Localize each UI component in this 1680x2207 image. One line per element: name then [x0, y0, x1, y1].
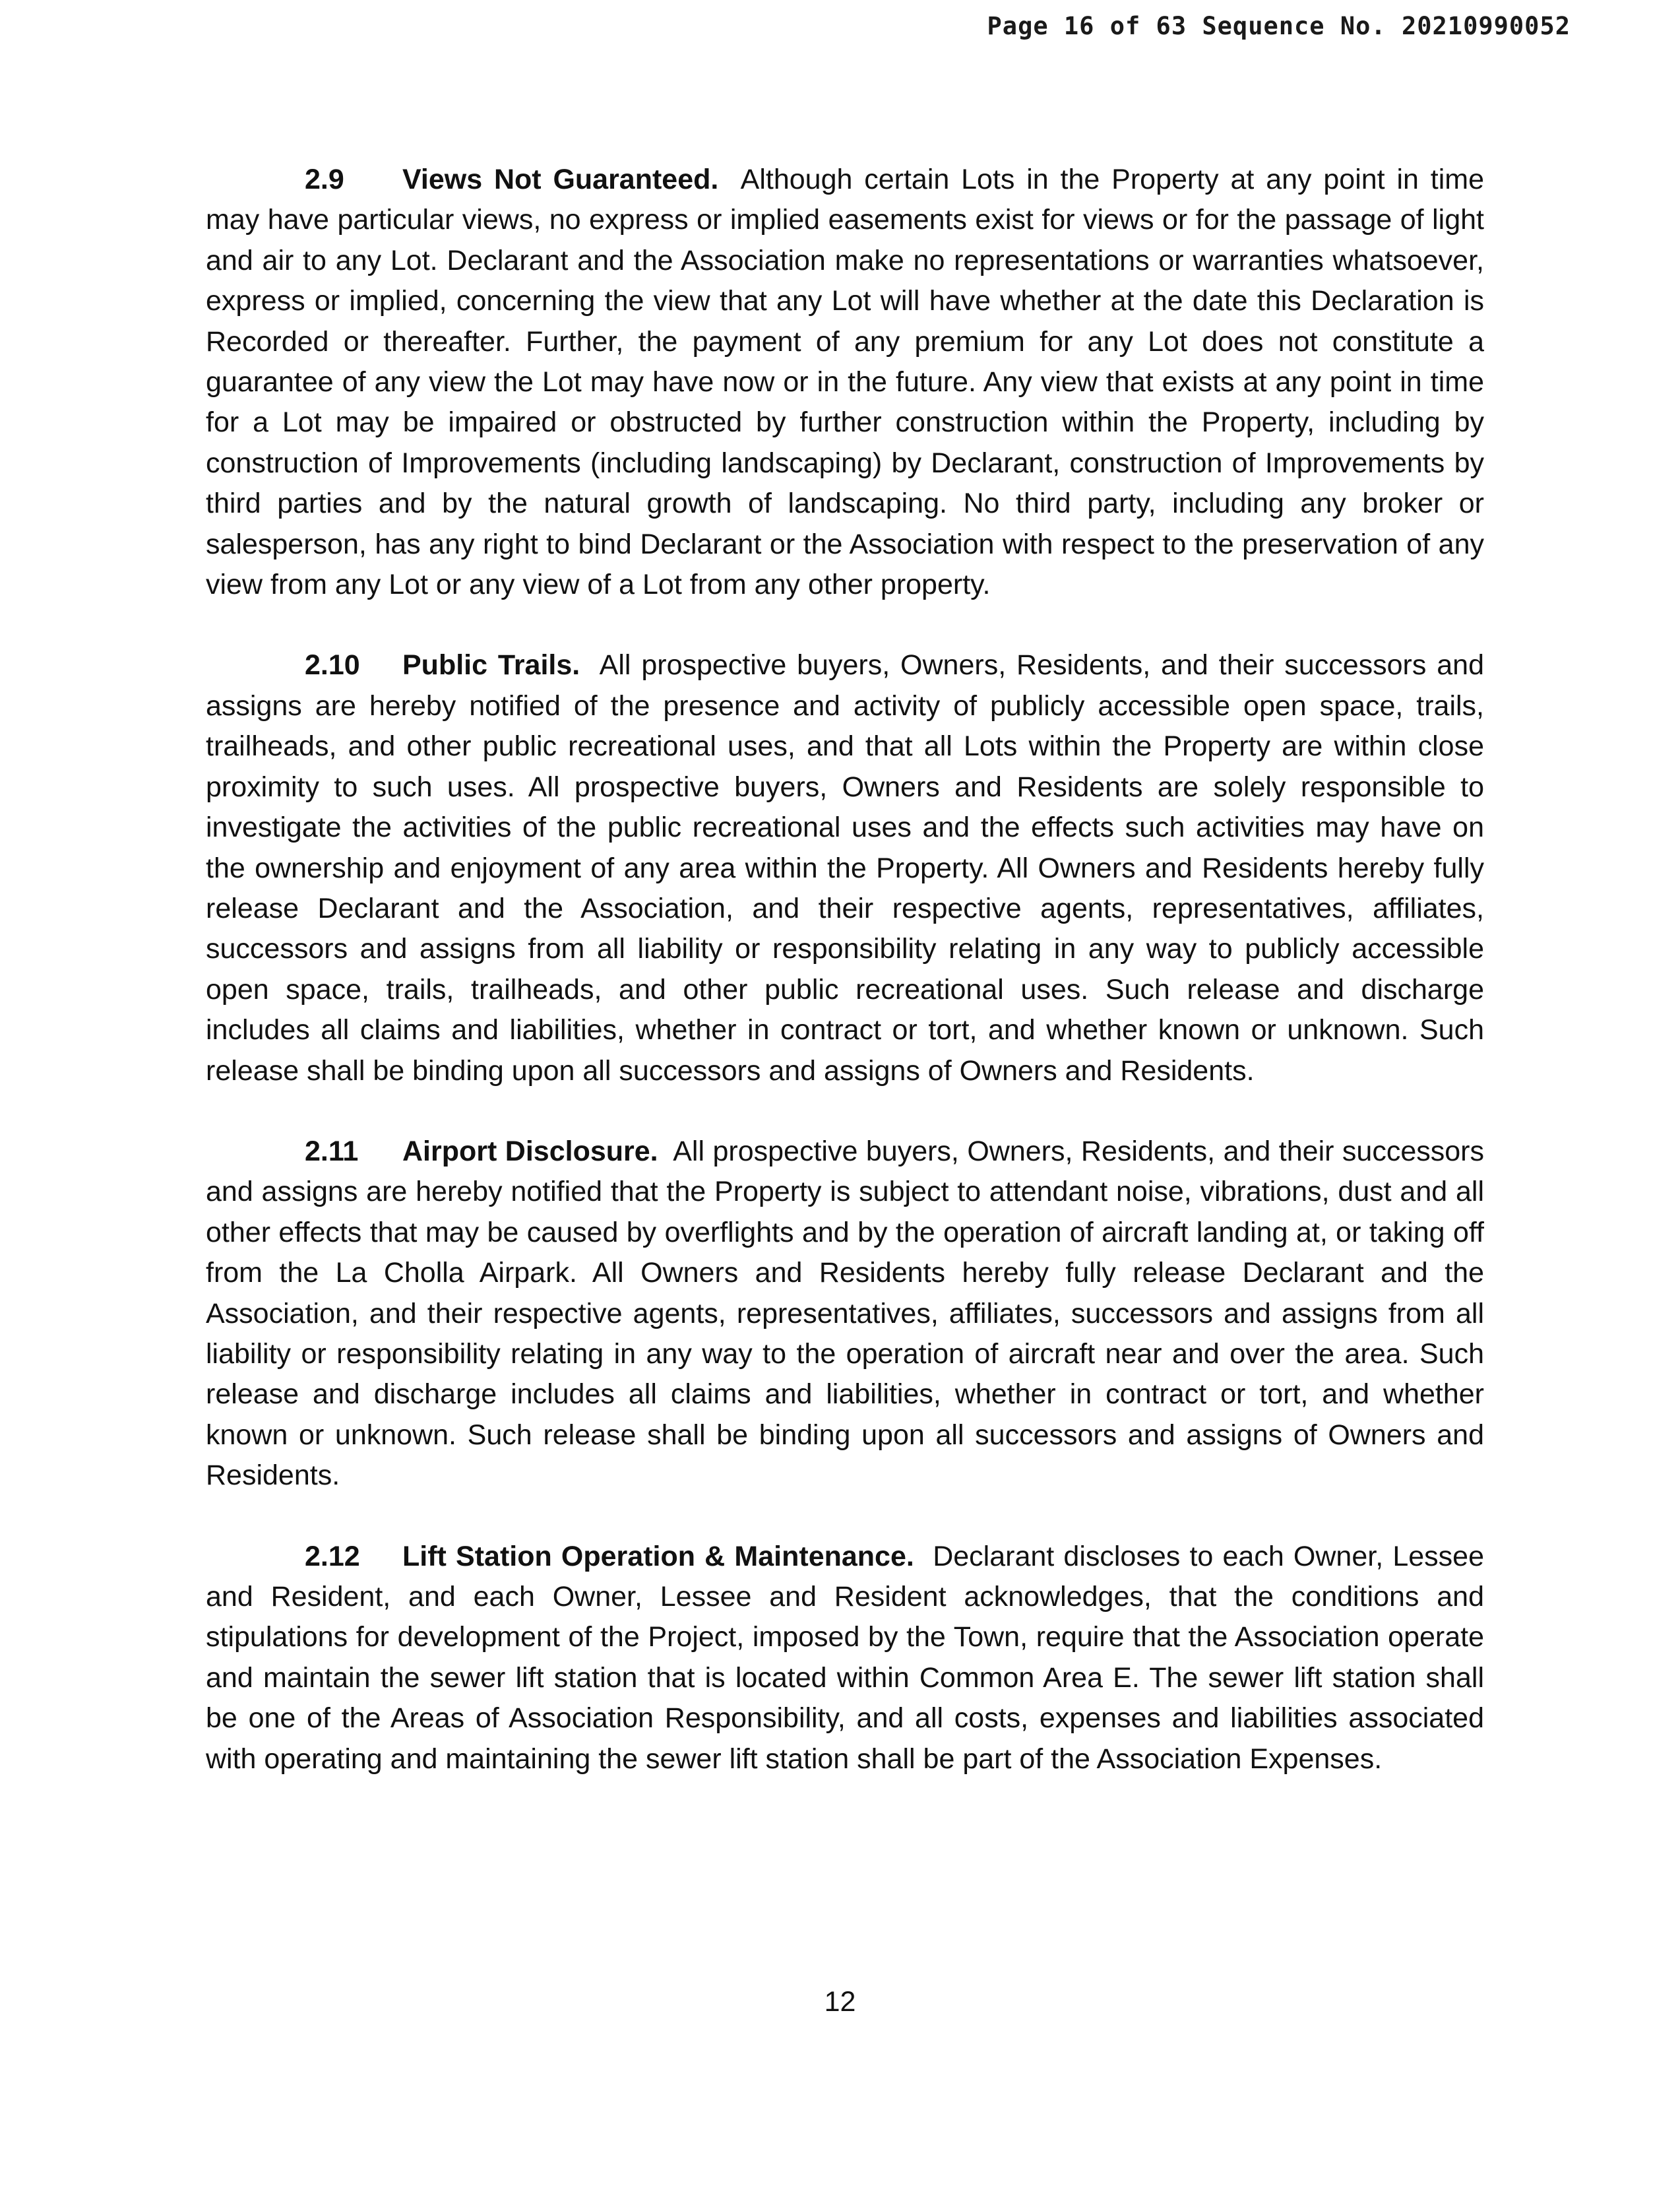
section-number: 2.9: [305, 164, 344, 195]
section-title: Views Not Guaranteed.: [402, 164, 719, 195]
section-title: Airport Disclosure.: [402, 1135, 658, 1167]
document-body: [206, 160, 1484, 1820]
section-body: All prospective buyers, Owners, Residents, and their successors and assigns are hereby notified of the presence and activity of publicly accessible open space, trails, trailheads, and other public recreational uses, and that all Lots within the Property are within close proximity to such uses. All prospective buyers, Owners and Residents are solely responsible to investigate the activities of the public recreational uses and the effects such activities may have on the ownership and enjoyment of any area within the Property. All Owners and Residents hereby fully release Declarant and the Association, and their respective agents, representatives, affiliates, successors and assigns from all liability or responsibility relating in any way to publicly accessible open space, trails, trailheads, and other public recreational uses. Such release and discharge includes all claims and liabilities, whether in contract or tort, and whether known or unknown. Such release shall be binding upon all successors and assigns of Owners and Residents.: [206, 649, 1484, 1087]
section-2-10: [206, 645, 1484, 1091]
section-number: 2.11: [305, 1135, 359, 1167]
section-body: Although certain Lots in the Property at any point in time may have particular views, no express or implied easements exist for views or for the passage of light and air to any Lot. Declarant and the Association make no representations or warranties whatsoever, express or implied, concerning the view that any Lot will have whether at the date this Declaration is Recorded or thereafter. Further, the payment of any premium for any Lot does not constitute a guarantee of any view the Lot may have now or in the future. Any view that exists at any point in time for a Lot may be impaired or obstructed by further construction within the Property, including by construction of Improvements (including landscaping) by Declarant, construction of Improvements by third parties and by the natural growth of landscaping. No third party, including any broker or salesperson, has any right to bind Declarant or the Association with respect to the preservation of any view from any Lot or any view of a Lot from any other property.: [206, 164, 1485, 601]
page-number: 12: [824, 1986, 856, 2018]
section-number: 2.10: [305, 649, 360, 682]
section-2-11: [206, 1132, 1484, 1496]
section-title: Public Trails.: [402, 649, 580, 682]
section-2-12: [206, 1537, 1484, 1779]
section-title: Lift Station Operation & Maintenance.: [402, 1540, 914, 1572]
section-2-9: [206, 160, 1484, 605]
section-body: Declarant discloses to each Owner, Lessee and Resident, and each Owner, Lessee and Resident acknowledges, that the conditions and stipulations for development of the Project, imposed by the Town, require that the Association operate and maintain the sewer lift station that is located within Common Area E. The sewer lift station shall be one of the Areas of Association Responsibility, and all costs, expenses and liabilities associated with operating and maintaining the sewer lift station shall be part of the Association Expenses.: [206, 1540, 1484, 1775]
recording-stamp: Page 16 of 63 Sequence No. 20210990052: [987, 12, 1571, 40]
section-body: All prospective buyers, Owners, Residents, and their successors and assigns are hereby notified that the Property is subject to attendant noise, vibrations, dust and all other effects that may be caused by overflights and by the operation of aircraft landing at, or taking off from the La Cholla Airpark. All Owners and Residents hereby fully release Declarant and the Association, and their respective agents, representatives, affiliates, successors and assigns from all liability or responsibility relating in any way to the operation of aircraft near and over the area. Such release and discharge includes all claims and liabilities, whether in contract or tort, and whether known or unknown. Such release shall be binding upon all successors and assigns of Owners and Residents.: [206, 1135, 1484, 1492]
section-number: 2.12: [305, 1540, 360, 1572]
